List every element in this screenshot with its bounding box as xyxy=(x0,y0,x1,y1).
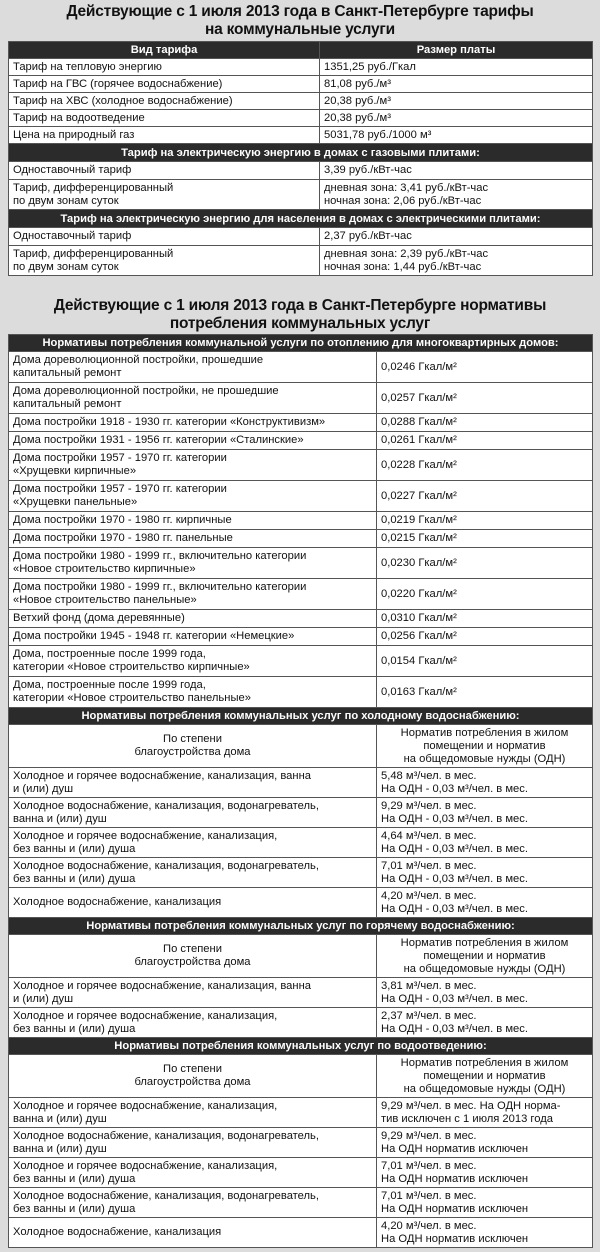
table-row xyxy=(9,610,593,628)
drainage-header: Нормативы потребления коммунальных услуг по водоотведению: xyxy=(9,1038,593,1055)
tariff-name: Одноставочный тариф xyxy=(9,228,320,246)
category-label: Холодное водоснабжение, канализация xyxy=(9,1218,377,1248)
table-row xyxy=(9,180,593,210)
heating-header: Нормативы потребления коммунальной услуги по отоплению для многоквартирных домов: xyxy=(9,335,593,352)
category-label: Холодное и горячее водоснабжение, канализация, без ванны и (или) душа xyxy=(9,1158,377,1188)
category-label: Холодное водоснабжение, канализация, водонагреватель, ванна и (или) душ xyxy=(9,798,377,828)
table-row xyxy=(9,59,593,76)
tariff-name: Тариф, дифференцированный по двум зонам суток xyxy=(9,246,320,276)
norm-value: 0,0261 Гкал/м² xyxy=(377,432,593,450)
tariff-name: Тариф на ГВС (горячее водоснабжение) xyxy=(9,76,320,93)
category-label: Дома постройки 1918 - 1930 гг. категории «Конструктивизм» xyxy=(9,414,377,432)
category-label: Дома постройки 1980 - 1999 гг., включительно категории «Новое строительство кирпичные» xyxy=(9,548,377,579)
cold-water-rows xyxy=(9,768,593,918)
table-row xyxy=(9,432,593,450)
tariff-type-header: Вид тарифа xyxy=(9,42,320,59)
category-label: Холодное водоснабжение, канализация, водонагреватель, без ванны и (или) душа xyxy=(9,858,377,888)
category-label: Холодное и горячее водоснабжение, канализация, ванна и (или) душ xyxy=(9,1098,377,1128)
norm-header: Норматив потребления в жилом помещении и норматив на общедомовые нужды (ОДН) xyxy=(377,1055,593,1098)
comfort-level-header: По степени благоустройства дома xyxy=(9,725,377,768)
table-row xyxy=(9,1158,593,1188)
norms-title-line1: Действующие с 1 июля 2013 года в Санкт-Петербурге нормативы xyxy=(53,297,547,314)
category-label: Дома постройки 1957 - 1970 гг. категории «Хрущевки панельные» xyxy=(9,481,377,512)
tariff-name: Тариф на тепловую энергию xyxy=(9,59,320,76)
table-row xyxy=(9,76,593,93)
norm-value: 9,29 м³/чел. в мес. На ОДН норматив исключен xyxy=(377,1128,593,1158)
table-row xyxy=(9,548,593,579)
tariff-name: Одноставочный тариф xyxy=(9,162,320,180)
norms-title-line2: потребления коммунальных услуг xyxy=(169,315,431,332)
norm-value: 0,0256 Гкал/м² xyxy=(377,628,593,646)
category-label: Холодное и горячее водоснабжение, канализация, без ванны и (или) душа xyxy=(9,1008,377,1038)
tariff-value: 81,08 руб./м³ xyxy=(320,76,593,93)
hot-water-header: Нормативы потребления коммунальных услуг по горячему водоснабжению: xyxy=(9,918,593,935)
norm-value: 7,01 м³/чел. в мес. На ОДН норматив исключен xyxy=(377,1188,593,1218)
norm-value: 5,48 м³/чел. в мес. На ОДН - 0,03 м³/чел. в мес. xyxy=(377,768,593,798)
column-header-row xyxy=(9,1055,593,1098)
table-row xyxy=(9,1188,593,1218)
norm-value: 9,29 м³/чел. в мес. На ОДН - 0,03 м³/чел. в мес. xyxy=(377,798,593,828)
heating-rows xyxy=(9,352,593,708)
category-label: Дома постройки 1970 - 1980 гг. кирпичные xyxy=(9,512,377,530)
category-label: Дома, построенные после 1999 года, категории «Новое строительство кирпичные» xyxy=(9,646,377,677)
table-row xyxy=(9,798,593,828)
table-row xyxy=(9,1098,593,1128)
category-label: Дома постройки 1980 - 1999 гг., включительно категории «Новое строительство панельные» xyxy=(9,579,377,610)
norm-value: 9,29 м³/чел. в мес. На ОДН норма- тив исключен с 1 июля 2013 года xyxy=(377,1098,593,1128)
norm-value: 7,01 м³/чел. в мес. На ОДН - 0,03 м³/чел. в мес. xyxy=(377,858,593,888)
column-header-row xyxy=(9,725,593,768)
norm-value: 0,0219 Гкал/м² xyxy=(377,512,593,530)
norm-value: 0,0246 Гкал/м² xyxy=(377,352,593,383)
tariff-name: Цена на природный газ xyxy=(9,127,320,144)
norm-header: Норматив потребления в жилом помещении и норматив на общедомовые нужды (ОДН) xyxy=(377,725,593,768)
table-row xyxy=(9,978,593,1008)
category-label: Холодное и горячее водоснабжение, канализация, ванна и (или) душ xyxy=(9,768,377,798)
electric-tariff-header: Тариф на электрическую энергию для населения в домах с электрическими плитами: xyxy=(9,210,593,228)
comfort-level-header: По степени благоустройства дома xyxy=(9,1055,377,1098)
tariff-name: Тариф, дифференцированный по двум зонам суток xyxy=(9,180,320,210)
category-label: Дома дореволюционной постройки, не прошедшие капитальный ремонт xyxy=(9,383,377,414)
table-row xyxy=(9,481,593,512)
table-row xyxy=(9,352,593,383)
tariffs-title xyxy=(0,0,600,41)
cold-water-header: Нормативы потребления коммунальных услуг по холодному водоснабжению: xyxy=(9,708,593,725)
category-label: Ветхий фонд (дома деревянные) xyxy=(9,610,377,628)
tariffs-title-line2: на коммунальные услуги xyxy=(204,21,396,38)
column-header-row xyxy=(9,935,593,978)
table-row xyxy=(9,110,593,127)
tariff-name: Тариф на ХВС (холодное водоснабжение) xyxy=(9,93,320,110)
table-row xyxy=(9,1008,593,1038)
comfort-level-header: По степени благоустройства дома xyxy=(9,935,377,978)
norm-value: 4,20 м³/чел. в мес. На ОДН норматив исключен xyxy=(377,1218,593,1248)
norms-title xyxy=(0,286,600,334)
table-row xyxy=(9,162,593,180)
tariff-value: 3,39 руб./кВт-час xyxy=(320,162,593,180)
norm-value: 3,81 м³/чел. в мес. На ОДН - 0,03 м³/чел. в мес. xyxy=(377,978,593,1008)
tariffs-table xyxy=(8,41,593,276)
gas-tariff-header: Тариф на электрическую энергию в домах с газовыми плитами: xyxy=(9,144,593,162)
norm-value: 0,0310 Гкал/м² xyxy=(377,610,593,628)
norms-panel xyxy=(0,286,600,1252)
table-row xyxy=(9,1128,593,1158)
tariffs-title-line1: Действующие с 1 июля 2013 года в Санкт-Петербурге тарифы xyxy=(66,3,534,20)
table-row xyxy=(9,646,593,677)
table-row xyxy=(9,888,593,918)
tariff-name: Тариф на водоотведение xyxy=(9,110,320,127)
category-label: Дома постройки 1945 - 1948 гг. категории «Немецкие» xyxy=(9,628,377,646)
tariff-value: дневная зона: 2,39 руб./кВт-час ночная зона: 1,44 руб./кВт-час xyxy=(320,246,593,276)
table-row xyxy=(9,228,593,246)
tariff-value: 20,38 руб./м³ xyxy=(320,93,593,110)
table-row xyxy=(9,512,593,530)
table-row xyxy=(9,414,593,432)
table-row xyxy=(9,450,593,481)
table-row xyxy=(9,768,593,798)
norm-value: 7,01 м³/чел. в мес. На ОДН норматив исключен xyxy=(377,1158,593,1188)
norm-value: 0,0154 Гкал/м² xyxy=(377,646,593,677)
category-label: Дома постройки 1970 - 1980 гг. панельные xyxy=(9,530,377,548)
table-row xyxy=(9,677,593,708)
tariff-value: 1351,25 руб./Гкал xyxy=(320,59,593,76)
category-label: Холодное водоснабжение, канализация, водонагреватель, без ванны и (или) душа xyxy=(9,1188,377,1218)
norm-value: 0,0227 Гкал/м² xyxy=(377,481,593,512)
norm-value: 4,64 м³/чел. в мес. На ОДН - 0,03 м³/чел. в мес. xyxy=(377,828,593,858)
norm-value: 0,0257 Гкал/м² xyxy=(377,383,593,414)
tariffs-panel xyxy=(0,0,600,286)
table-row xyxy=(9,127,593,144)
norm-value: 0,0220 Гкал/м² xyxy=(377,579,593,610)
category-label: Холодное и горячее водоснабжение, канализация, без ванны и (или) душа xyxy=(9,828,377,858)
table-row xyxy=(9,828,593,858)
table-row xyxy=(9,383,593,414)
tariff-value: 2,37 руб./кВт-час xyxy=(320,228,593,246)
tariff-value: 20,38 руб./м³ xyxy=(320,110,593,127)
norm-value: 2,37 м³/чел. в мес. На ОДН - 0,03 м³/чел. в мес. xyxy=(377,1008,593,1038)
category-label: Дома постройки 1957 - 1970 гг. категории «Хрущевки кирпичные» xyxy=(9,450,377,481)
norm-value: 4,20 м³/чел. в мес. На ОДН - 0,03 м³/чел. в мес. xyxy=(377,888,593,918)
category-label: Дома дореволюционной постройки, прошедшие капитальный ремонт xyxy=(9,352,377,383)
table-row xyxy=(9,246,593,276)
table-row xyxy=(9,628,593,646)
drainage-rows xyxy=(9,1098,593,1248)
table-row xyxy=(9,530,593,548)
tariff-rows xyxy=(9,59,593,144)
norm-value: 0,0288 Гкал/м² xyxy=(377,414,593,432)
table-row xyxy=(9,93,593,110)
norm-value: 0,0163 Гкал/м² xyxy=(377,677,593,708)
table-row xyxy=(9,858,593,888)
category-label: Дома, построенные после 1999 года, категории «Новое строительство панельные» xyxy=(9,677,377,708)
table-row xyxy=(9,1218,593,1248)
hot-water-rows xyxy=(9,978,593,1038)
norms-table xyxy=(8,334,593,1248)
table-row xyxy=(9,579,593,610)
norm-value: 0,0215 Гкал/м² xyxy=(377,530,593,548)
category-label: Дома постройки 1931 - 1956 гг. категории «Сталинские» xyxy=(9,432,377,450)
norm-header: Норматив потребления в жилом помещении и норматив на общедомовые нужды (ОДН) xyxy=(377,935,593,978)
tariff-value: дневная зона: 3,41 руб./кВт-час ночная зона: 2,06 руб./кВт-час xyxy=(320,180,593,210)
category-label: Холодное водоснабжение, канализация xyxy=(9,888,377,918)
category-label: Холодное и горячее водоснабжение, канализация, ванна и (или) душ xyxy=(9,978,377,1008)
tariff-value: 5031,78 руб./1000 м³ xyxy=(320,127,593,144)
norm-value: 0,0228 Гкал/м² xyxy=(377,450,593,481)
category-label: Холодное водоснабжение, канализация, водонагреватель, ванна и (или) душ xyxy=(9,1128,377,1158)
norm-value: 0,0230 Гкал/м² xyxy=(377,548,593,579)
tariff-amount-header: Размер платы xyxy=(320,42,593,59)
